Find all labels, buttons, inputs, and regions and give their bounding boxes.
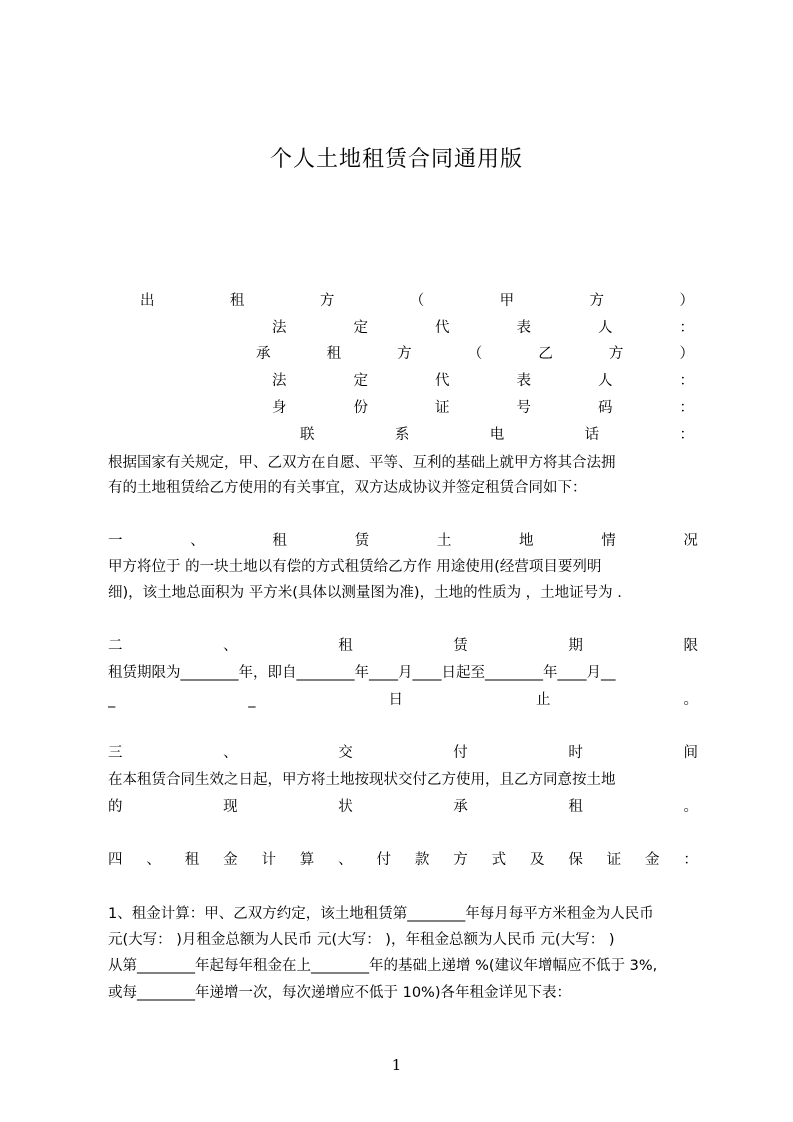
page-number: 1 <box>391 1056 402 1074</box>
justified-char: 方 <box>453 852 468 868</box>
justified-char: 算 <box>299 852 315 868</box>
justified-char: 土 <box>436 533 452 549</box>
section-4-line-1: 1、租金计算：甲、乙双方约定，该土地租赁第________年每月每平方米租金为人民币 <box>108 906 654 922</box>
justified-char: 、 <box>146 852 161 868</box>
justified-char: 表 <box>516 373 531 389</box>
justified-char: 租 <box>184 852 200 868</box>
justified-char: 证 <box>435 400 450 416</box>
justified-char: 款 <box>414 852 430 868</box>
justified-char: 出 <box>140 293 155 309</box>
justified-char: ） <box>679 293 694 309</box>
section-2-heading <box>108 635 698 657</box>
intro-line-2: 有的土地租赁给乙方使用的有关事宜，双方达成协议并签定租赁合同如下： <box>108 480 587 496</box>
justified-char: 代 <box>435 373 450 389</box>
justified-char: 式 <box>491 852 507 868</box>
justified-char: 甲 <box>499 293 515 309</box>
justified-char: 号 <box>516 400 531 416</box>
justified-char: 及 <box>529 852 545 868</box>
justified-char: 方 <box>608 346 624 362</box>
justified-char: 一 <box>108 533 123 549</box>
justified-char: 法 <box>272 373 287 389</box>
document-title: 个人土地租赁合同通用版 <box>269 147 523 172</box>
justified-char: ： <box>679 427 694 443</box>
section-4-line-3: 从第________年起每年租金在上________年的基础上递增 %(建议年增幅应不低于 3%, <box>108 958 658 974</box>
justified-char: 租 <box>338 638 353 654</box>
justified-char: 、 <box>190 533 205 549</box>
justified-char: 。 <box>683 799 698 815</box>
justified-char: ： <box>679 400 694 416</box>
section-2-line-2 <box>108 689 698 711</box>
justified-char: 承 <box>256 346 271 362</box>
justified-char: 保 <box>568 852 583 868</box>
justified-char: ） <box>679 346 694 362</box>
justified-char: ： <box>679 373 694 389</box>
intro-line-1: 根据国家有关规定，甲、乙双方在自愿、平等、互利的基础上就甲方将其合法拥 <box>108 455 616 471</box>
justified-char: _ <box>108 692 116 708</box>
section-3-line-1: 在本租赁合同生效之日起，甲方将土地按现状交付乙方使用，且乙方同意按土地 <box>108 772 616 788</box>
justified-char: 况 <box>683 533 698 549</box>
justified-char: 人 <box>598 373 613 389</box>
justified-char: 地 <box>519 533 534 549</box>
section-4-line-2: 元(大写： )月租金总额为人民币 元(大写： )，年租金总额为人民币 元(大写： ) <box>108 932 615 948</box>
justified-char: 话 <box>584 427 600 443</box>
justified-char: 联 <box>300 427 315 443</box>
section-2-line-1: 租赁期限为________年，即自________年____月____日起至________年____月__ <box>108 665 616 681</box>
justified-char: 付 <box>376 852 392 868</box>
justified-char: 金 <box>223 852 238 868</box>
justified-char: 四 <box>108 852 123 868</box>
justified-char: 情 <box>601 533 616 549</box>
justified-char: 租 <box>272 533 287 549</box>
justified-char: 付 <box>453 745 468 761</box>
justified-char: 电 <box>489 427 505 443</box>
justified-char: 方 <box>589 293 605 309</box>
justified-char: 方 <box>397 346 412 362</box>
section-3-heading <box>108 742 698 764</box>
justified-char: 定 <box>353 320 368 336</box>
justified-char: 三 <box>108 745 123 761</box>
justified-char: 日 <box>388 692 403 708</box>
justified-char: 计 <box>261 852 276 868</box>
party-row-6 <box>300 424 694 446</box>
justified-char: 法 <box>272 320 287 336</box>
justified-char: 时 <box>568 745 583 761</box>
justified-char: 乙 <box>538 346 553 362</box>
section-3-line-2 <box>108 796 698 818</box>
justified-char: 租 <box>229 293 245 309</box>
justified-char: （ <box>467 346 483 362</box>
party-row-5 <box>272 397 694 419</box>
justified-char: 租 <box>568 799 583 815</box>
justified-char: 止 <box>536 692 551 708</box>
justified-char: 的 <box>108 799 123 815</box>
justified-char: 人 <box>598 320 613 336</box>
justified-char: ： <box>679 320 694 336</box>
justified-char: 。 <box>683 692 698 708</box>
justified-char: 状 <box>338 799 353 815</box>
justified-char: 交 <box>338 745 353 761</box>
justified-char: 现 <box>223 799 238 815</box>
justified-char: 金 <box>645 852 660 868</box>
section-4-heading <box>108 849 698 871</box>
justified-char: （ <box>409 293 425 309</box>
justified-char: 码 <box>598 400 613 416</box>
justified-char: _ <box>248 692 256 708</box>
justified-char: 租 <box>326 346 342 362</box>
party-row-4 <box>272 370 694 392</box>
justified-char: ： <box>683 852 698 868</box>
justified-char: 期 <box>568 638 583 654</box>
justified-char: 身 <box>272 400 287 416</box>
justified-char: 二 <box>108 638 123 654</box>
justified-char: 份 <box>353 400 368 416</box>
justified-char: 证 <box>606 852 622 868</box>
justified-char: 赁 <box>354 533 370 549</box>
justified-char: 间 <box>683 745 698 761</box>
section-1-line-2: 细)，该土地总面积为 平方米(具体以测量图为准)，土地的性质为 ，土地证号为 . <box>108 585 622 601</box>
section-1-heading <box>108 530 698 552</box>
justified-char: 表 <box>516 320 531 336</box>
justified-char: 、 <box>338 852 353 868</box>
justified-char: 定 <box>353 373 368 389</box>
party-row-2 <box>272 317 694 339</box>
section-4-line-4: 或每________年递增一次，每次递增应不低于 10%)各年租金详见下表： <box>108 985 571 1001</box>
party-row-3 <box>256 343 694 365</box>
justified-char: 承 <box>453 799 468 815</box>
justified-char: 赁 <box>453 638 468 654</box>
justified-char: 限 <box>683 638 698 654</box>
section-1-line-1: 甲方将位于 的一块土地以有偿的方式租赁给乙方作 用途使用(经营项目要列明 <box>108 559 602 575</box>
justified-char: 、 <box>223 745 238 761</box>
party-row-1 <box>140 290 694 312</box>
justified-char: 系 <box>394 427 410 443</box>
justified-char: 代 <box>435 320 450 336</box>
justified-char: 、 <box>223 638 238 654</box>
justified-char: 方 <box>319 293 335 309</box>
